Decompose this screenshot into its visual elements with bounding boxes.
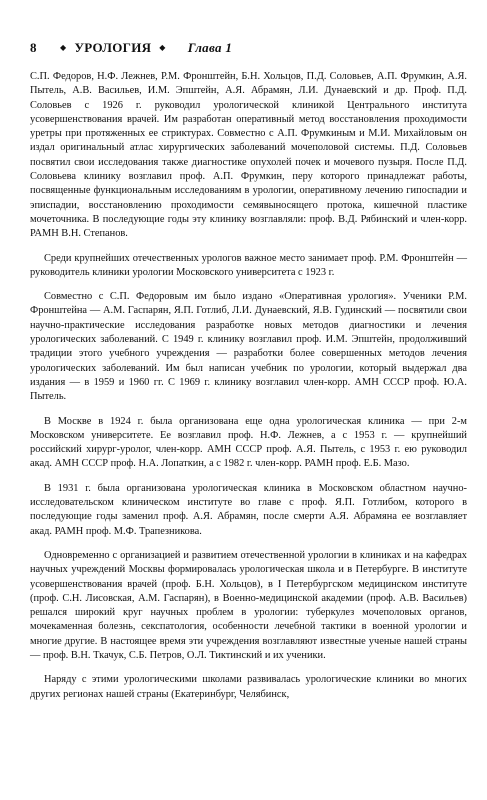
paragraph: Одновременно с организацией и развитием отечественной урологии в клиниках и на кафедрах научных учреждений Москвы формировалась урологическая школа и в Петербурге. В институте усовершенствования врачей (проф. Б.Н. Хольцов), в I Петербургском медицинском институте (проф. С.Н. Лисовская, А.М. Гаспарян), в Военно-медицинской академии (проф. А.В. Васильев) решался широкий круг научных проблем в урологии: туберкулез мочеполовых органов, мочекаменная болезнь, секспатология, особенности лечебной тактики в военной урологии и многие другие. В настоящее время эти учреждения возглавляют известные ученые нашей страны — проф. В.Н. Ткачук, С.Б. Петров, О.Л. Тиктинский и их ученики. <box>30 549 467 661</box>
paragraph: С.П. Федоров, Н.Ф. Лежнев, Р.М. Фронштейн, Б.Н. Хольцов, П.Д. Соловьев, А.П. Фрумкин, А.Я. Пытель, А.В. Васильев, И.М. Эпштейн, А.Я. Абрамян, Л.И. Дунаевский и др. Проф. П.Д. Соловьев с 1926 г. руководил урологической клиникой Центрального института усовершенствования врачей. Им разработан оперативный метод восстановления проходимости уретры при протяженных ее стриктурах. Совместно с А.П. Фрумкиным и М.И. Михайловым он издал оригинальный атлас хирургических заболеваний мочеполовой системы. П.Д. Соловьев посвятил свои исследования также диагностике опухолей почек и мочевого пузыря. После П.Д. Соловьева клинику возглавил проф. А.П. Фрумкин, перу которого принадлежат работы, посвященные функциональным исследованиям в урологии, оперативному лечению гипоспадии и эписпадии, восстановлению проходимости семявыносящего протока, кишечной пластике мочеточника. В последующие годы эту клинику возглавляли: проф. В.Д. Рябинский и член-корр. РАМН В.Н. Степанов. <box>30 71 467 240</box>
paragraph: Наряду с этими урологическими школами развивалась урологические клиники во многих других регионах нашей страны (Екатеринбург, Челябинск, <box>30 674 467 700</box>
diamond-right-icon: ◆ <box>159 43 166 52</box>
chapter-label: Глава 1 <box>187 40 233 55</box>
page-number: 8 <box>30 40 37 55</box>
diamond-left-icon: ◆ <box>60 43 67 52</box>
paragraph: В Москве в 1924 г. была организована еще одна урологическая клиника — при 2-м Московском университете. Ее возглавил проф. Н.Ф. Лежнев, а с 1953 г. — крупнейший российский хирург-уролог, член-корр. АМН СССР проф. А.Я. Пытель, с 1953 г. ею руководил акад. АМН СССР проф. Н.А. Лопаткин, а с 1982 г. член-корр. РАМН проф. Е.Б. Мазо. <box>30 415 467 470</box>
section-title: УРОЛОГИЯ <box>74 40 152 55</box>
paragraph: Совместно с С.П. Федоровым им было издано «Оперативная урология». Ученики Р.М. Фронштейна — А.М. Гаспарян, Я.П. Готлиб, Л.И. Дунаевский, Я.В. Гудинский — посвятили свои научно-практические исследования разработке новых методов диагностики и лечения урологических заболеваний. С 1949 г. клинику возглавил проф. И.М. Эпштейн, продолживший традиции этого учебного учреждения — разработки более совершенных методов лечения урологических заболеваний. Им был написан учебник по урологии, который выдержал два издания — в 1959 и 1960 гг. С 1969 г. клинику возглавил член-корр. АМН СССР проф. Ю.А. Пытель. <box>30 291 467 403</box>
page-body <box>30 70 467 712</box>
paragraph: В 1931 г. была организована урологическая клиника в Московском областном научно-исследовательском клиническом институте во главе с проф. Я.П. Готлибом, которого в последующие годы заменил проф. А.Я. Абрамян, после смерти А.Я. Абрамяна ее возглавляет акад. РАМН проф. М.Ф. Трапезникова. <box>30 482 467 537</box>
paragraph: Среди крупнейших отечественных урологов важное место занимает проф. Р.М. Фронштейн — руководитель клиники урологии Московского университета с 1923 г. <box>30 252 467 278</box>
running-header <box>30 40 467 56</box>
